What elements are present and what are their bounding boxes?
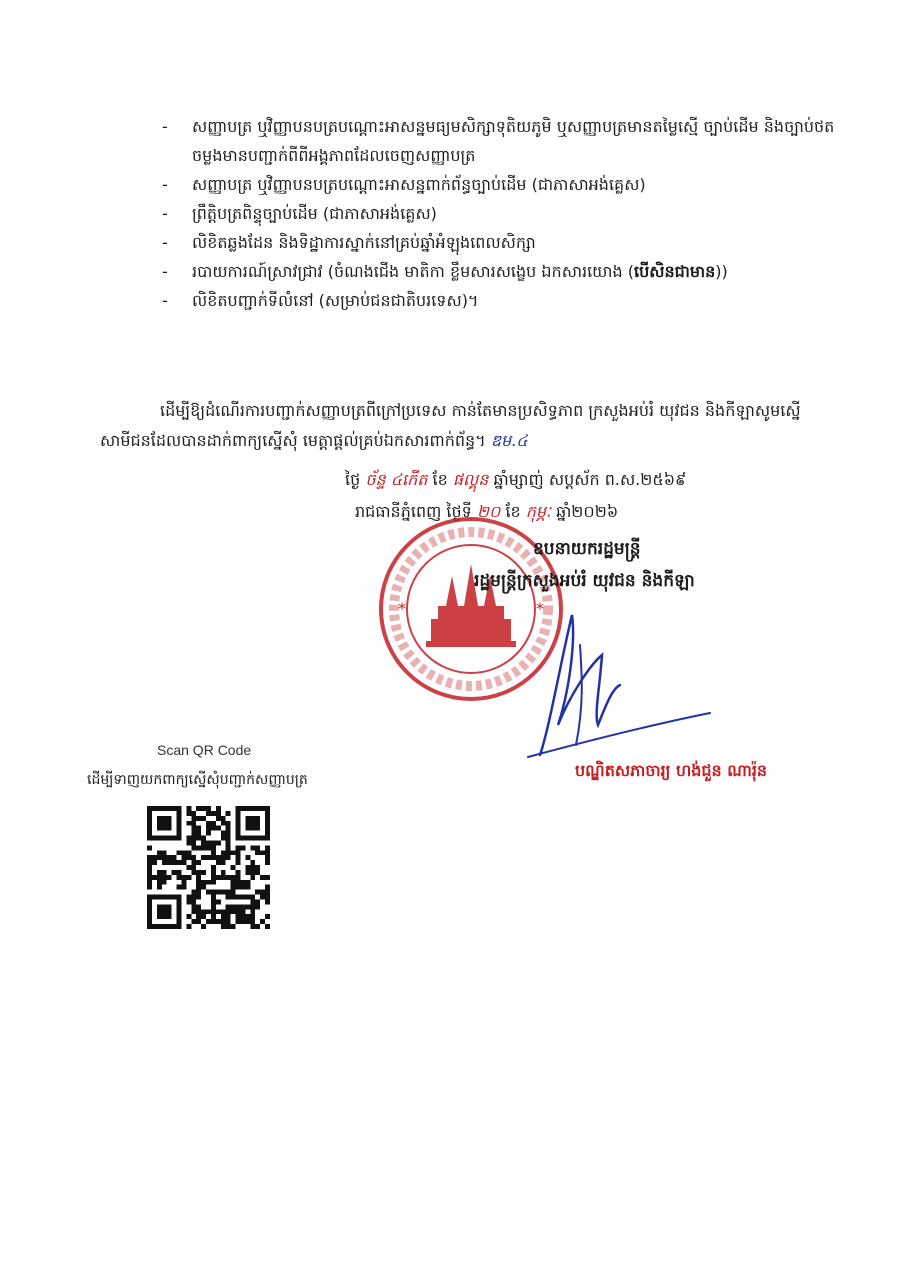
signatory-title-minister: រដ្ឋមន្ត្រីក្រសួងអប់រំ យុវជន និងកីឡា (474, 571, 695, 591)
handwritten-signature (510, 605, 720, 765)
list-item-tail: )) (715, 262, 728, 281)
list-item (160, 199, 860, 228)
list-item-text: លិខិតបញ្ជាក់ទីលំនៅ (សម្រាប់ជនជាតិបរទេស)។ (192, 291, 479, 310)
list-item (160, 170, 860, 199)
lunar-date-suffix: ឆ្នាំម្សាញ់ សប្តស័ក ព.ស.២៥៦៩ (493, 470, 687, 489)
bullet-dash: - (162, 117, 168, 136)
svg-text:*: * (398, 599, 406, 618)
list-item-text: លិខិតឆ្លងដែន និងទិដ្ឋាការស្នាក់នៅគ្រប់ឆ្នាំអំឡុងពេលសិក្សា (192, 233, 536, 252)
svg-text:*: * (536, 599, 544, 618)
list-item-text: សញ្ញាបត្រ ឬវិញ្ញាបនបត្របណ្ដោះអាសន្នពាក់ព័ន្ធច្បាប់ដើម (ជាភាសាអង់គ្លេស) (192, 175, 646, 194)
lunar-date-line (345, 468, 686, 492)
bullet-dash: - (162, 291, 168, 310)
list-item (160, 286, 860, 315)
lunar-date-day: ច័ន្ទ ៤កើត (365, 470, 428, 489)
signatory-title-deputy-pm: ឧបនាយករដ្ឋមន្ត្រី (533, 539, 641, 559)
list-item (160, 228, 860, 257)
list-item (160, 112, 860, 170)
solar-date-month: កុម្ភៈ (525, 502, 551, 521)
qr-caption: Scan QR Code (157, 742, 252, 758)
signatory-name: បណ្ឌិតសភាចារ្យ ហង់ជួន ណារ៉ុន (575, 761, 768, 780)
list-item-text: សញ្ញាបត្រ ឬវិញ្ញាបនបត្របណ្ដោះអាសន្នមធ្យមសិក្សាទុតិយភូមិ ឬសញ្ញាបត្រមានតម្លៃស្មើ ច្បាប់ដើម និងច្បាប់ថតចម្លងមានបញ្ជាក់ពីពីអង្គភាពដែលចេញសញ្ញាបត្រ (192, 117, 835, 165)
lunar-date-mid: ខែ (432, 470, 448, 489)
bullet-dash: - (162, 204, 168, 223)
list-item-bold-text: បើសិនជាមាន (633, 262, 716, 281)
list-item (160, 257, 860, 286)
solar-date-suffix: ឆ្នាំ២០២៦ (556, 502, 619, 521)
bullet-dash: - (162, 262, 168, 281)
paragraph-text: ដើម្បីឱ្យដំណើរការបញ្ជាក់សញ្ញាបត្រពីក្រៅប្រទេស កាន់តែមានប្រសិទ្ធភាព ក្រសួងអប់រំ យុវជន និងកីឡាសូមស្នើសាមីជនដែលបានដាក់ពាក្យស្នើសុំ មេត្តាផ្ដល់គ្រប់ឯកសារពាក់ព័ន្ធ។ (100, 401, 801, 450)
qr-description: ដើម្បីទាញយកពាក្យស្នើសុំបញ្ជាក់សញ្ញាបត្រ (87, 772, 308, 788)
solar-date-mid: ខែ (505, 502, 521, 521)
bullet-dash: - (162, 233, 168, 252)
closing-paragraph (100, 396, 840, 456)
list-item-text: របាយការណ៍ស្រាវជ្រាវ (ចំណងជើង មាតិកា ខ្លឹមសារសង្ខេប ឯកសារយោង ( (192, 262, 634, 281)
bullet-dash: - (162, 175, 168, 194)
solar-date-prefix: រាជធានីភ្នំពេញ ថ្ងៃទី (355, 502, 472, 521)
list-item-text: ព្រឹត្តិបត្រពិន្ទុច្បាប់ដើម (ជាភាសាអង់គ្លេស) (192, 204, 437, 223)
solar-date-day: ២០ (476, 502, 501, 521)
qr-code[interactable] (147, 806, 270, 929)
lunar-date-prefix: ថ្ងៃ (345, 470, 361, 489)
handwritten-initials: ឌម.៤ (490, 431, 528, 450)
lunar-date-month: ផល្គុន (452, 470, 489, 489)
required-documents-list (160, 112, 860, 315)
